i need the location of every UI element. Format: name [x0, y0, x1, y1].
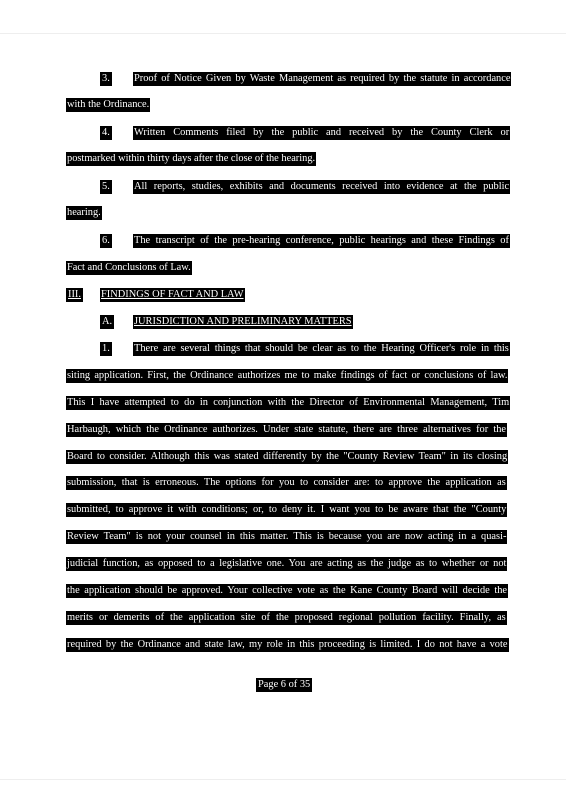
paragraph-line: submitted, to approve it with conditions; or, to deny it. I want you to be aware that the "County — [67, 504, 507, 515]
paragraph-line: Review Team" is not your counsel in this matter. This is because you are now acting in a quasi- — [67, 531, 507, 542]
subsection-heading: JURISDICTION AND PRELIMINARY MATTERS — [134, 316, 352, 327]
item-number: 4. — [102, 127, 110, 138]
paragraph-line: siting application. First, the Ordinance authorizes me to make findings of fact or conclusions of law. — [67, 370, 508, 381]
paragraph-line: This I have attempted to do in conjunction with the Director of Environmental Management, Tim — [67, 397, 510, 408]
item-text-line: postmarked within thirty days after the close of the hearing. — [67, 153, 316, 164]
item-text-line: Proof of Notice Given by Waste Management as required by the statute in accordance — [134, 73, 511, 84]
paragraph-line: merits or demerits of the application site of the proposed regional pollution facility. Finally, as — [67, 612, 506, 623]
item-text-line: hearing. — [67, 207, 101, 218]
paragraph-line: judicial function, as opposed to a legislative one. You are acting as the judge as to whether or not — [67, 558, 507, 569]
item-number: 6. — [102, 235, 110, 246]
paragraph-line: submission, that is erroneous. The options for you to consider are: to approve the application as — [67, 477, 506, 488]
paragraph-number: 1. — [102, 343, 110, 354]
item-text-line: The transcript of the pre-hearing conference, public hearings and these Findings of — [134, 235, 509, 246]
page-number-footer: Page 6 of 35 — [258, 679, 311, 690]
item-text-line: All reports, studies, exhibits and documents received into evidence at the public — [134, 181, 510, 192]
page-top-edge — [0, 33, 566, 34]
subsection-number: A. — [102, 316, 113, 327]
item-text-line: Written Comments filed by the public and received by the County Clerk or — [134, 127, 510, 138]
paragraph-line: Harbaugh, which the Ordinance authorizes. Under state statute, there are three alternatives for the — [67, 424, 507, 435]
item-number: 5. — [102, 181, 110, 192]
paragraph-line: Board to consider. Although this was stated differently by the "County Review Team" in its closing — [67, 451, 508, 462]
section-number: III. — [68, 289, 81, 300]
item-number: 3. — [102, 73, 110, 84]
paragraph-line: There are several things that should be clear as to the Hearing Officer's role in this — [134, 343, 509, 354]
section-heading: FINDINGS OF FACT AND LAW — [101, 289, 244, 300]
paragraph-line: the application should be approved. Your collective vote as the Kane County Board will decide the — [67, 585, 508, 596]
item-text-line: with the Ordinance. — [67, 99, 150, 110]
page-bottom-edge — [0, 779, 566, 780]
item-text-line: Fact and Conclusions of Law. — [67, 262, 191, 273]
paragraph-line: required by the Ordinance and state law, my role in this proceeding is limited. I do not have a vote — [67, 639, 508, 650]
